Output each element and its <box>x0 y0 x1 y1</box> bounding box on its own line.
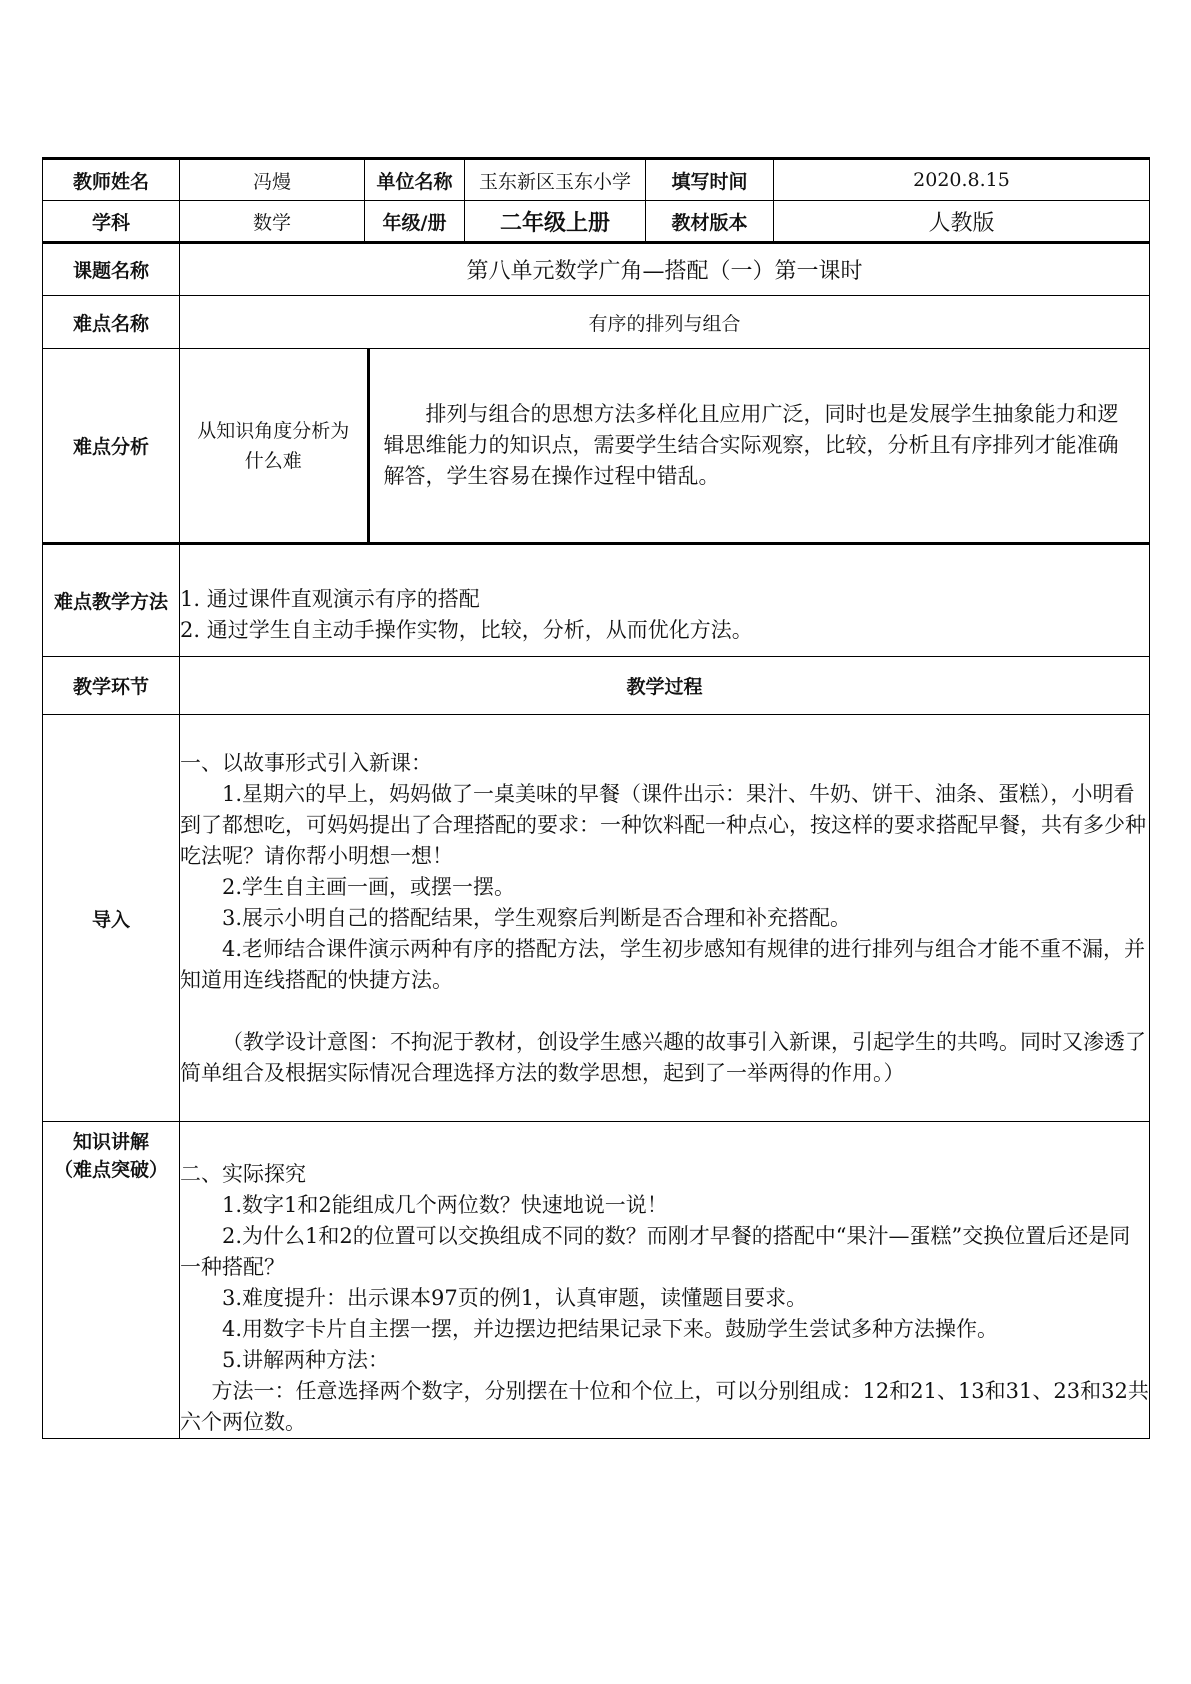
method-item-2: 2. 通过学生自主动手操作实物，比较，分析，从而优化方法。 <box>180 618 753 642</box>
knowledge-p4: 4.用数字卡片自主摆一摆，并边摆边把结果记录下来。鼓励学生尝试多种方法操作。 <box>222 1317 999 1341</box>
process-header-row <box>43 657 1150 715</box>
knowledge-heading: 二、实际探究 <box>180 1162 306 1186</box>
edition-label: 教材版本 <box>646 201 774 243</box>
intro-note: （教学设计意图：不拘泥于教材，创设学生感兴趣的故事引入新课，引起学生的共鸣。同时又渗透了简单组合及根据实际情况合理选择方法的数学思想，起到了一举两得的作用。） <box>180 1030 1146 1085</box>
analysis-row <box>43 349 1150 544</box>
grade-value: 二年级上册 <box>465 201 646 243</box>
grade-label: 年级/册 <box>365 201 465 243</box>
topic-row <box>43 243 1150 296</box>
unit-label: 单位名称 <box>365 159 465 201</box>
knowledge-p2: 2.为什么1和2的位置可以交换组成不同的数？而刚才早餐的搭配中“果汁—蛋糕”交换位置后还是同一种搭配？ <box>180 1224 1131 1279</box>
knowledge-label <box>43 1122 180 1439</box>
intro-p2: 2.学生自主画一画，或摆一摆。 <box>222 875 516 899</box>
topic-label: 课题名称 <box>43 243 180 296</box>
header-row-2 <box>43 201 1150 243</box>
analysis-label: 难点分析 <box>43 349 180 544</box>
knowledge-p5: 5.讲解两种方法： <box>222 1348 390 1372</box>
knowledge-p1: 1.数字1和2能组成几个两位数？快速地说一说！ <box>222 1193 668 1217</box>
lesson-plan-table <box>42 157 1150 1439</box>
difficulty-label: 难点名称 <box>43 296 180 349</box>
unit-value: 玉东新区玉东小学 <box>465 159 646 201</box>
subject-label: 学科 <box>43 201 180 243</box>
topic-value: 第八单元数学广角—搭配（一）第一课时 <box>180 243 1150 296</box>
analysis-text-cell <box>368 349 1149 542</box>
intro-heading: 一、以故事形式引入新课： <box>180 751 432 775</box>
knowledge-p3: 3.难度提升：出示课本97页的例1，认真审题，读懂题目要求。 <box>222 1286 808 1310</box>
teacher-label: 教师姓名 <box>43 159 180 201</box>
analysis-cell <box>180 349 1150 544</box>
analysis-inner <box>180 349 1149 542</box>
knowledge-p6: 方法一：任意选择两个数字，分别摆在十位和个位上，可以分别组成：12和21、13和31、23和32共六个两位数。 <box>180 1379 1149 1434</box>
teacher-value: 冯熳 <box>180 159 365 201</box>
analysis-text: 排列与组合的思想方法多样化且应用广泛，同时也是发展学生抽象能力和逻辑思维能力的知识点，需要学生结合实际观察，比较，分析且有序排列才能准确解答，学生容易在操作过程中错乱。 <box>383 402 1119 488</box>
intro-p4: 4.老师结合课件演示两种有序的搭配方法，学生初步感知有规律的进行排列与组合才能不重不漏，并知道用连线搭配的快捷方法。 <box>180 937 1146 992</box>
process-value: 教学过程 <box>180 657 1150 715</box>
intro-label: 导入 <box>43 715 180 1122</box>
intro-p3: 3.展示小明自己的搭配结果，学生观察后判断是否合理和补充搭配。 <box>222 906 852 930</box>
date-value: 2020.8.15 <box>774 159 1150 201</box>
knowledge-row <box>43 1122 1150 1439</box>
subject-value: 数学 <box>180 201 365 243</box>
edition-value: 人教版 <box>774 201 1150 243</box>
method-item-1: 1. 通过课件直观演示有序的搭配 <box>180 587 480 611</box>
knowledge-label-line2: （难点突破） <box>53 1159 168 1181</box>
intro-p1: 1.星期六的早上，妈妈做了一桌美味的早餐（课件出示：果汁、牛奶、饼干、油条、蛋糕），小明看到了都想吃，可妈妈提出了合理搭配的要求：一种饮料配一种点心，按这样的要求搭配早餐，共有多少种吃法呢？请你帮小明想一想！ <box>180 782 1146 868</box>
intro-gap <box>180 996 1149 1027</box>
method-row <box>43 544 1150 657</box>
difficulty-row <box>43 296 1150 349</box>
intro-row <box>43 715 1150 1122</box>
process-label: 教学环节 <box>43 657 180 715</box>
knowledge-label-line1: 知识讲解 <box>72 1131 149 1153</box>
analysis-sub-label: 从知识角度分析为什么难 <box>180 349 368 542</box>
intro-cell <box>180 715 1150 1122</box>
date-label: 填写时间 <box>646 159 774 201</box>
method-cell <box>180 544 1150 657</box>
header-row-1 <box>43 159 1150 201</box>
difficulty-value: 有序的排列与组合 <box>180 296 1150 349</box>
method-label: 难点教学方法 <box>43 544 180 657</box>
knowledge-cell <box>180 1122 1150 1439</box>
